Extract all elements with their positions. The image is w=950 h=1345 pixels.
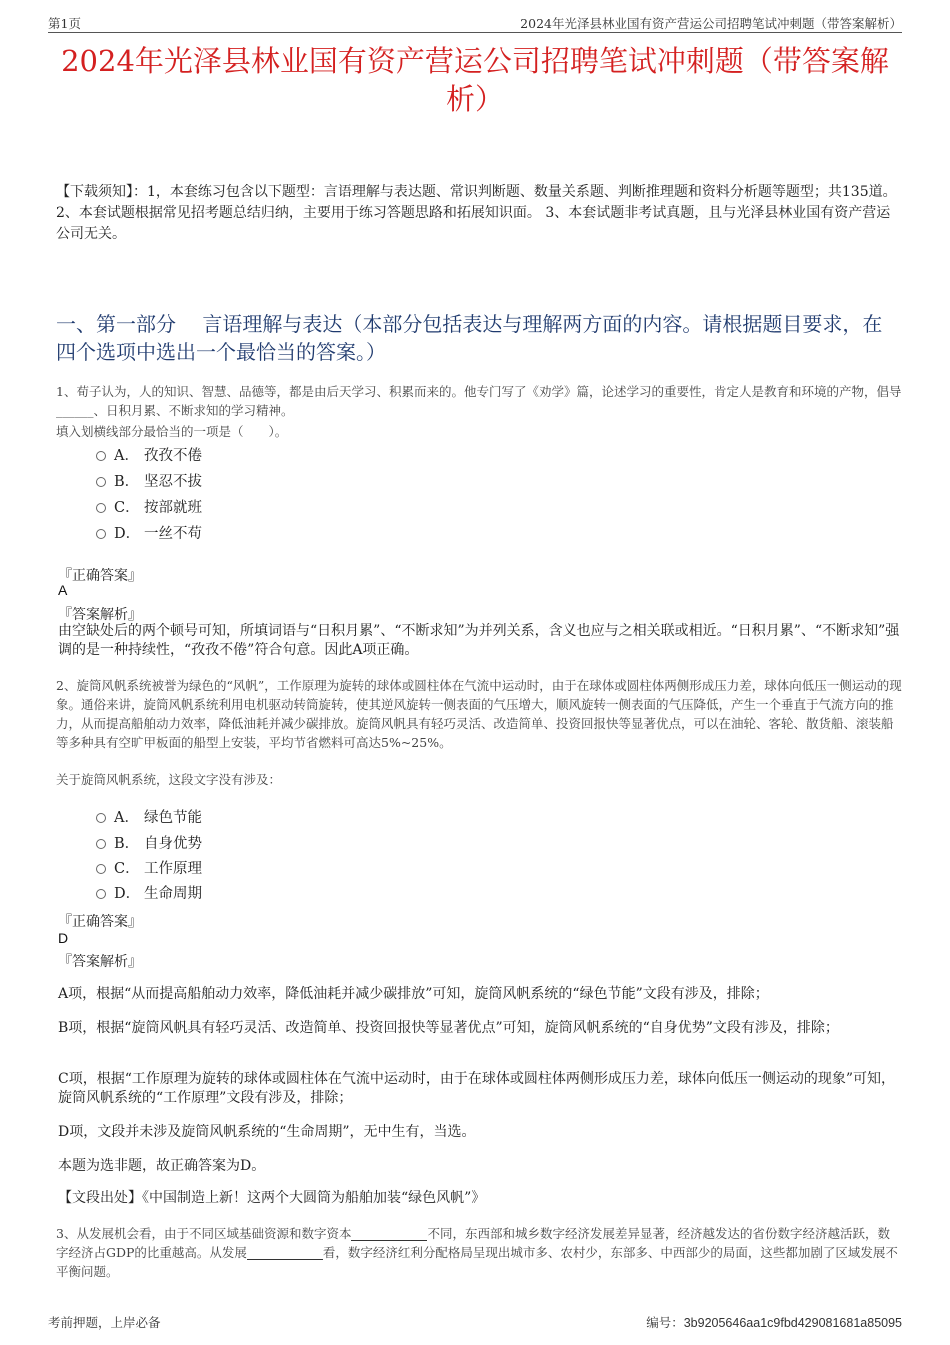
q2-analysis-c: C项，根据“工作原理为旋转的球体或圆柱体在气流中运动时，由于在球体或圆柱体两侧形成压力差，球体向低压一侧运动的现象”可知，旋筒风帆系统的“工作原理”文段有涉及，排除；	[58, 1071, 896, 1106]
page-footer	[48, 1313, 902, 1331]
q1-option-d[interactable]: D． 一丝不苟	[96, 522, 202, 542]
answer-blank: ______	[56, 403, 94, 418]
question-2-stem: 2、旋筒风帆系统被誉为绿色的“风帆”，工作原理为旋转的球体或圆柱体在气流中运动时，由于在球体或圆柱体两侧形成压力差，球体向低压一侧运动的现象。通俗来讲，旋筒风帆系统利用电机驱动转筒旋转，使其逆风旋转一侧表面的气压增大，顺风旋转一侧表面的气压降低，产生一个垂直于气流方向的推力，从而提高船舶动力效率，降低油耗并减少碳排放。旋筒风帆具有轻巧灵活、改造简单、投资回报快等显著优点，可以在油轮、客轮、散货船、滚装船等多种具有空旷甲板面的船型上安装，平均节省燃料可高达5%~25%。	[56, 678, 902, 750]
radio-icon[interactable]	[96, 477, 106, 487]
download-notice: 【下载须知】：1，本套练习包含以下题型：言语理解与表达题、常识判断题、数量关系题、判断推理题和资料分析题等题型；共135道。 2、本套试题根据常见招考题总结归纳，主要用于练习答题思路和拓展知识面。 3、本套试题非考试真题，且与光泽县林业国有资产营运公司无关。	[56, 184, 897, 242]
radio-icon[interactable]	[96, 451, 106, 461]
question-2-prompt: 关于旋筒风帆系统，这段文字没有涉及：	[56, 772, 282, 787]
question-3-stem: 3、从发展机会看，由于不同区域基础资源和数字资本 不同，东西部和城乡数字经济发展差异显著，经济越发达的省份数字经济越活跃，数字经济占GDP的比重越高。从发展 看，数字经济红利分配格局呈现出城市多、农村少，东部多、中西部少的局面，这些都加剧了区域发展不平衡问题。	[56, 1226, 898, 1279]
q1-answer-label: 『正确答案』	[58, 568, 142, 584]
page-title: 2024年光泽县林业国有资产营运公司招聘笔试冲刺题（带答案解析）	[61, 44, 889, 116]
radio-icon[interactable]	[96, 813, 106, 823]
q2-option-d[interactable]: D． 生命周期	[96, 882, 202, 902]
q1-analysis-label: 『答案解析』	[58, 607, 142, 623]
radio-icon[interactable]	[96, 889, 106, 899]
q1-option-b[interactable]: B． 坚忍不拔	[96, 470, 202, 490]
radio-icon[interactable]	[96, 503, 106, 513]
q2-source: 【文段出处】《中国制造上新！这两个大圆筒为船舶加装“绿色风帆”》	[58, 1190, 486, 1206]
q2-answer: D	[58, 930, 69, 946]
q2-conclusion: 本题为选非题，故正确答案为D。	[58, 1158, 266, 1174]
q2-option-b[interactable]: B． 自身优势	[96, 832, 202, 852]
q1-option-a[interactable]: A． 孜孜不倦	[96, 444, 202, 464]
q1-option-c[interactable]: C． 按部就班	[96, 496, 202, 516]
q1-answer: A	[58, 582, 68, 598]
question-1-prompt: 填入划横线部分最恰当的一项是（ ）。	[56, 424, 288, 439]
q2-answer-label: 『正确答案』	[58, 914, 142, 930]
q2-option-a[interactable]: A． 绿色节能	[96, 806, 202, 826]
question-1-stem: 1、荀子认为，人的知识、智慧、品德等，都是由后天学习、积累而来的。他专门写了《劝学》篇，论述学习的重要性，肯定人是教育和环境的产物，倡导______、日积月累、不断求知的学习精神。	[56, 384, 902, 418]
answer-blank	[247, 1245, 323, 1260]
q2-analysis-a: A项，根据“从而提高船舶动力效率，降低油耗并减少碳排放”可知，旋筒风帆系统的“绿色节能”文段有涉及，排除；	[58, 986, 769, 1002]
q2-option-c[interactable]: C． 工作原理	[96, 857, 202, 877]
answer-blank	[351, 1226, 427, 1241]
radio-icon[interactable]	[96, 864, 106, 874]
page-number: 第1页	[48, 16, 81, 31]
page-header	[48, 12, 902, 33]
radio-icon[interactable]	[96, 529, 106, 539]
q2-analysis-d: D项，文段并未涉及旋筒风帆系统的“生命周期”，无中生有，当选。	[58, 1124, 476, 1140]
footer-slogan: 考前押题，上岸必备	[48, 1315, 161, 1330]
radio-icon[interactable]	[96, 839, 106, 849]
header-doc-title: 2024年光泽县林业国有资产营运公司招聘笔试冲刺题（带答案解析）	[520, 16, 902, 31]
document-code: 编号：3b9205646aa1c9fbd429081681a85095	[646, 1315, 902, 1330]
q1-analysis: 由空缺处后的两个顿号可知，所填词语与“日积月累”、“不断求知”为并列关系，含义也应与之相关联或相近。“日积月累”、“不断求知”强调的是一种持续性，“孜孜不倦”符合句意。因此A项正确。	[58, 623, 900, 658]
q2-analysis-b: B项，根据“旋筒风帆具有轻巧灵活、改造简单、投资回报快等显著优点”可知，旋筒风帆系统的“自身优势”文段有涉及，排除；	[58, 1020, 839, 1036]
q2-analysis-label: 『答案解析』	[58, 954, 142, 970]
section-heading: 一、第一部分 言语理解与表达（本部分包括表达与理解两方面的内容。请根据题目要求，在四个选项中选出一个最恰当的答案。）	[56, 312, 883, 364]
